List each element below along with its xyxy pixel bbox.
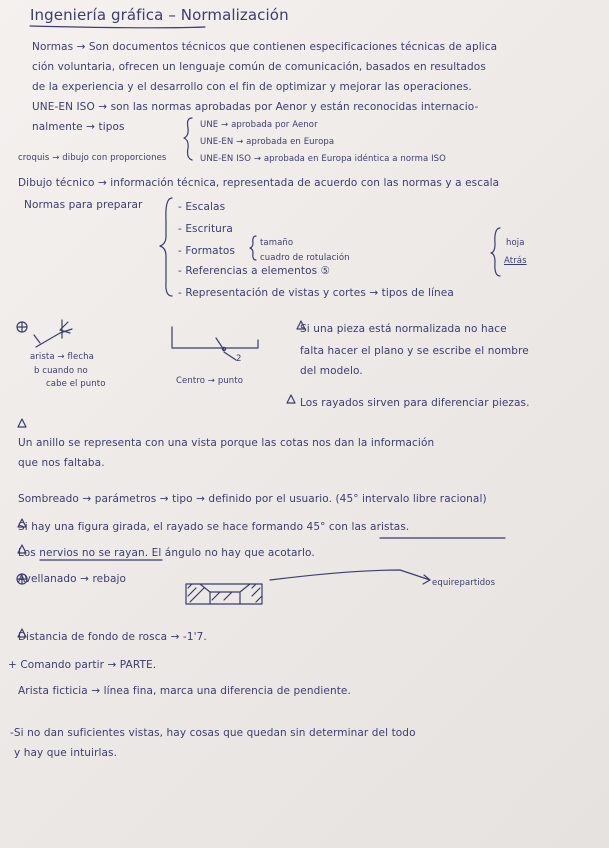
preparar-item-representacion: - Representación de vistas y cortes → tipos de línea [178, 287, 454, 299]
arista-sub-2: cabe el punto [46, 379, 106, 389]
une-line-2: nalmente → tipos [32, 121, 125, 133]
intro-line-2: ción voluntaria, ofrecen un lenguaje común de comunicación, basados en resultados [32, 61, 486, 73]
formatos-brace [250, 236, 256, 260]
croquis-note: croquis → dibujo con proporciones [18, 153, 167, 163]
warning-icon-3 [18, 419, 26, 427]
note-1-line-2: falta hacer el plano y se escribe el nombre [300, 345, 529, 357]
equi-arrow [270, 570, 430, 580]
une-type-3: UNE-EN ISO → aprobada en Europa idéntica a norma ISO [200, 154, 446, 164]
page-title: Ingeniería gráfica – Normalización [30, 6, 289, 24]
avellanado-line: Avellanado → rebajo [18, 573, 127, 585]
avellanado-diagram [186, 584, 262, 604]
une-line-1: UNE-EN ISO → son las normas aprobadas por Aenor y están reconocidas internacio- [32, 101, 479, 113]
arrow-diagram [36, 329, 72, 347]
preparar-brace [160, 198, 172, 296]
arista-ficticia-line: Arista ficticia → línea fina, marca una diferencia de pendiente. [18, 685, 351, 697]
note-1-line-1: Si una pieza está normalizada no hace [300, 323, 507, 335]
hoja-brace [491, 228, 500, 276]
preparar-item-formatos: - Formatos [178, 245, 236, 257]
preparar-item-referencias: - Referencias a elementos ⑤ [178, 265, 331, 277]
equirepartidos-label: equirepartidos [432, 578, 496, 588]
hoja-label: hoja [506, 238, 525, 248]
arista-label: arista → flecha [30, 352, 94, 362]
nervios-line: Los nervios no se rayan. El ángulo no hay que acotarlo. [18, 547, 315, 559]
une-type-2: UNE-EN → aprobada en Europa [200, 137, 335, 147]
diagram-number: 2 [236, 354, 242, 364]
note-1-line-3: del modelo. [300, 365, 363, 377]
atras-label: Atrás [504, 256, 527, 266]
arista-sub-1: b cuando no [34, 366, 88, 376]
dibujo-tecnico: Dibujo técnico → información técnica, representada de acuerdo con las normas y a escala [18, 177, 500, 189]
intro-line-3: de la experiencia y el desarrollo con el fin de optimizar y mejorar las operaciones. [32, 81, 472, 93]
normas-preparar-label: Normas para preparar [24, 199, 143, 211]
title-underline [30, 26, 205, 28]
rosca-line: Distancia de fondo de rosca → -1'7. [18, 631, 207, 643]
asterisk-marker [17, 322, 27, 332]
formatos-sub-cuadro: cuadro de rotulación [260, 253, 350, 263]
sombreado-line: Sombreado → parámetros → tipo → definido por el usuario. (45° intervalo libre racional) [18, 493, 487, 505]
formatos-sub-tamano: tamaño [260, 238, 294, 248]
une-type-1: UNE → aprobada por Aenor [200, 120, 318, 130]
centro-label: Centro → punto [176, 376, 244, 386]
centro-diagram [172, 327, 258, 348]
une-brace [184, 118, 192, 160]
anillo-line-1: Un anillo se representa con una vista porque las cotas nos dan la información [18, 437, 435, 449]
girada-line: Si hay una figura girada, el rayado se hace formando 45° con las aristas. [18, 521, 410, 533]
final-line-2: y hay que intuirlas. [14, 747, 118, 759]
note-2: Los rayados sirven para diferenciar piezas. [300, 397, 530, 409]
intro-line-1: Normas → Son documentos técnicos que contienen especificaciones técnicas de aplica [32, 41, 498, 53]
anillo-line-2: que nos faltaba. [18, 457, 105, 469]
partir-line: + Comando partir → PARTE. [8, 659, 157, 671]
warning-icon-2 [287, 395, 295, 403]
preparar-item-escritura: - Escritura [178, 223, 233, 235]
final-line-1: -Si no dan suficientes vistas, hay cosas que quedan sin determinar del todo [10, 727, 416, 739]
preparar-item-escalas: - Escalas [178, 201, 226, 213]
